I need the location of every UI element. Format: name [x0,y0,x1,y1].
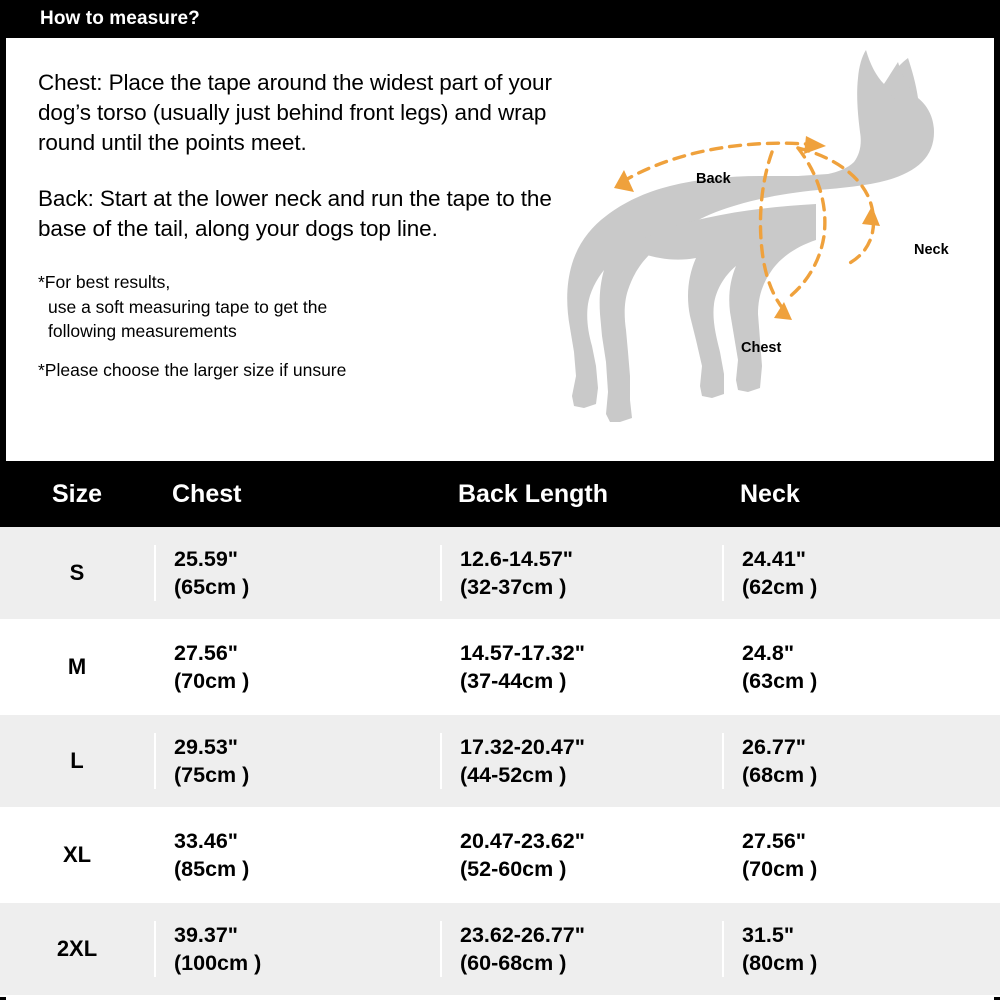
label-neck: Neck [914,242,949,258]
row-back-cm: (32-37cm ) [460,575,567,599]
row-chest-cm: (75cm ) [174,763,250,787]
row-back-cm: (37-44cm ) [460,669,567,693]
chest-instruction: Chest: Place the tape around the widest part of your dog’s torso (usually just behind front legs) and wrap round until the points meet. [38,70,552,155]
row-neck-cm: (63cm ) [742,669,818,693]
table-row [0,809,1000,903]
row-neck-cm: (68cm ) [742,763,818,787]
row-chest [154,733,440,789]
header-chest: Chest [172,479,242,508]
note-line-2: use a soft measuring tape to get the [48,296,328,317]
page-title: How to measure? [40,8,200,29]
row-chest-inches: 25.59" [174,547,238,571]
row-chest-inches: 29.53" [174,735,238,759]
row-size: S [69,560,85,585]
row-neck-cm: (80cm ) [742,951,818,975]
row-size: XL [62,842,92,867]
row-back [440,827,722,883]
row-back-inches: 20.47-23.62" [460,829,585,853]
row-back-inches: 23.62-26.77" [460,923,585,947]
header-size [0,480,154,509]
note-line-3: following measurements [48,321,237,341]
header-size-label: Size [51,479,103,508]
row-chest [154,639,440,695]
row-neck-inches: 31.5" [742,923,795,947]
row-neck-cm: (62cm ) [742,575,818,599]
row-chest-cm: (100cm ) [174,951,262,975]
row-neck [722,921,1000,977]
row-back-inches: 14.57-17.32" [460,641,585,665]
row-neck [722,827,1000,883]
row-chest-cm: (85cm ) [174,857,250,881]
row-back [440,639,722,695]
row-chest-cm: (65cm ) [174,575,250,599]
row-back-inches: 17.32-20.47" [460,735,585,759]
table-header-row [0,461,1000,527]
header-back-length: Back Length [458,479,609,508]
table-row [0,621,1000,715]
row-neck-inches: 27.56" [742,829,806,853]
row-chest-inches: 27.56" [174,641,238,665]
note-larger-size: *Please choose the larger size if unsure [38,359,347,380]
row-back-inches: 12.6-14.57" [460,547,574,571]
label-back: Back [696,171,731,187]
row-back-cm: (44-52cm ) [460,763,567,787]
row-back-cm: (52-60cm ) [460,857,567,881]
dog-silhouette-shape [567,50,934,422]
row-chest [154,545,440,601]
row-neck-inches: 26.77" [742,735,806,759]
instructions-block [38,68,568,382]
table-row [0,715,1000,809]
row-chest-inches: 39.37" [174,923,238,947]
row-chest [154,921,440,977]
row-size: 2XL [56,936,98,961]
row-neck [722,639,1000,695]
row-neck-cm: (70cm ) [742,857,818,881]
row-chest [154,827,440,883]
row-back [440,733,722,789]
label-chest: Chest [741,340,782,356]
header-neck: Neck [740,479,800,508]
row-neck [722,733,1000,789]
note-best-results [38,270,568,344]
row-size: L [70,748,84,773]
row-chest-inches: 33.46" [174,829,238,853]
note-line-1: *For best results, [38,272,171,292]
row-back-cm: (60-68cm ) [460,951,567,975]
back-instruction: Back: Start at the lower neck and run the tape to the base of the tail, along your dogs top line. [38,186,552,241]
row-neck-inches: 24.41" [742,547,806,571]
header-bar [0,0,1000,38]
row-neck [722,545,1000,601]
dog-measurement-diagram [566,40,996,455]
row-size: M [67,654,87,679]
table-row [0,903,1000,997]
row-chest-cm: (70cm ) [174,669,250,693]
row-neck-inches: 24.8" [742,641,795,665]
table-row [0,527,1000,621]
row-back [440,921,722,977]
size-table [0,461,1000,997]
row-back [440,545,722,601]
